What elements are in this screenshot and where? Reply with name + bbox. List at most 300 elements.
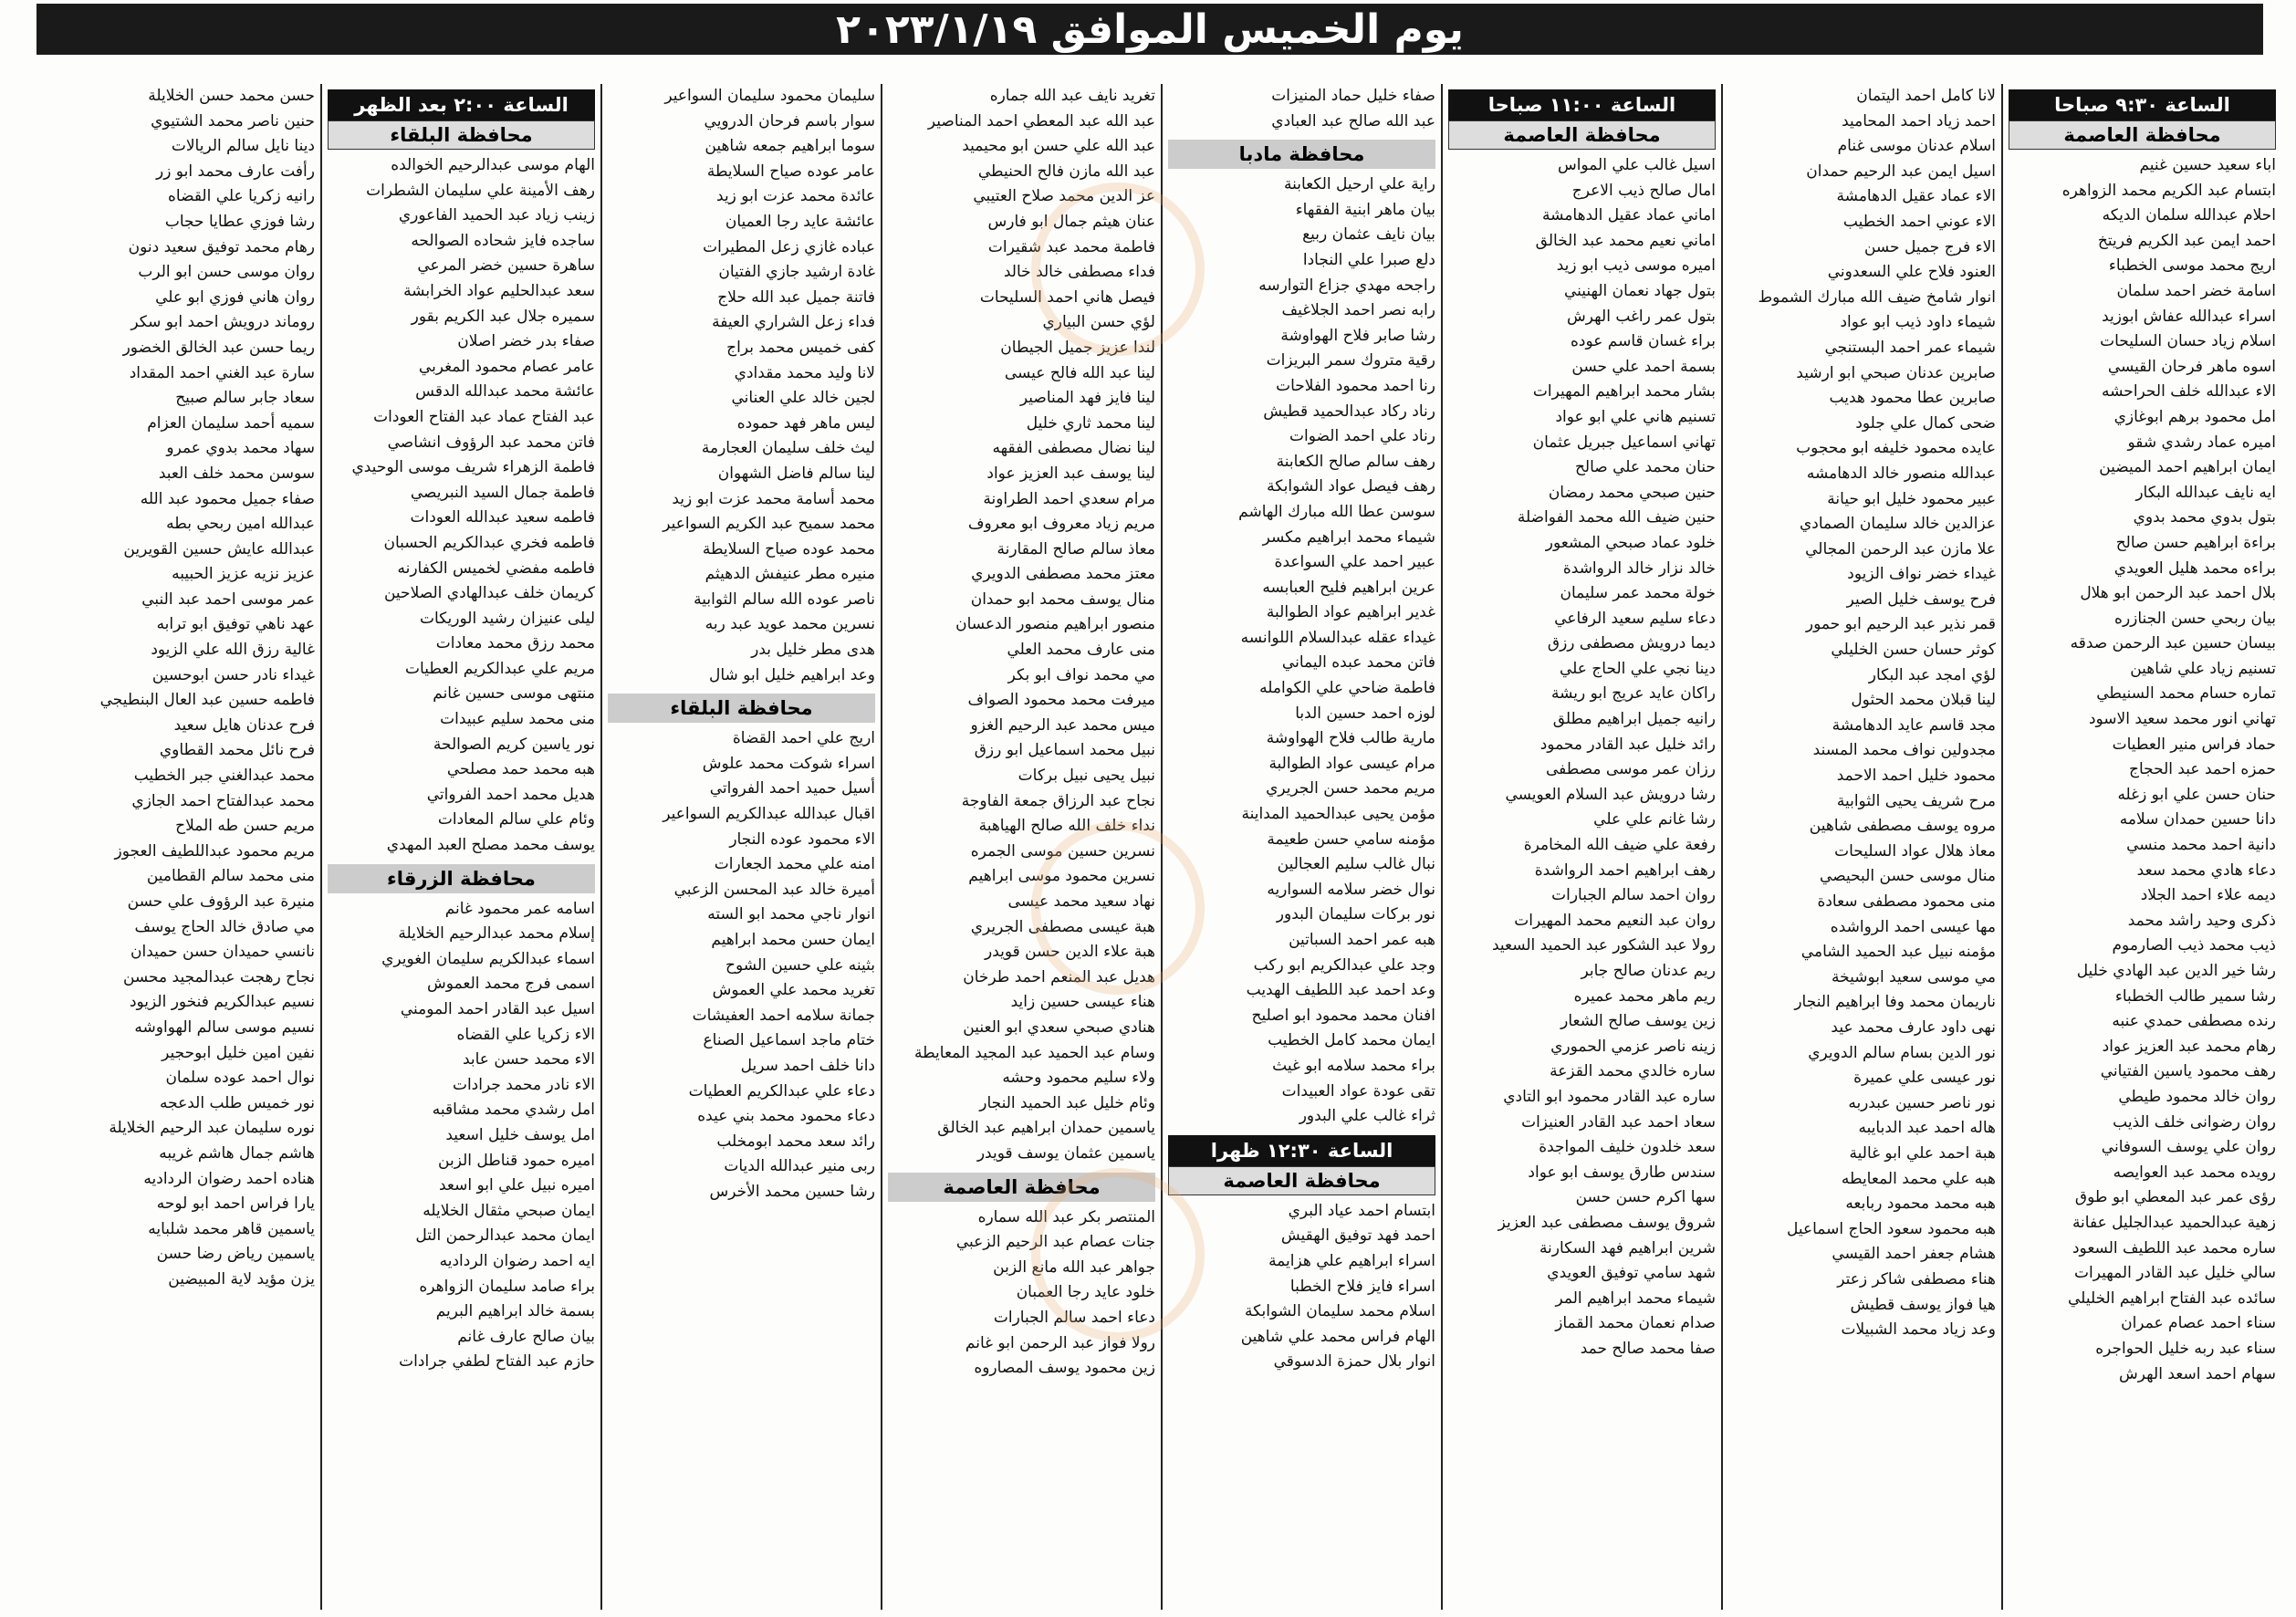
candidate-name: زهية عبدالحميد عبدالجليل عفانة	[2072, 1213, 2276, 1232]
candidate-name: ايه نايف عبدالله البكار	[2135, 483, 2276, 502]
candidate-name: محمد أسامة محمد عزت ابو زيد	[672, 489, 875, 508]
candidate-name: ابتسام احمد عياد البري	[1288, 1201, 1435, 1220]
candidate-name: اريج محمد موسى الخطباء	[2108, 256, 2276, 276]
candidate-name: افنان محمد محمود ابو اصليح	[1251, 1006, 1435, 1025]
candidate-name: بيان نايف عثمان ربيع	[1302, 225, 1435, 245]
candidate-name: نبال غالب سليم العجالين	[1277, 855, 1435, 874]
candidate-name: ايمان محمد عبدالرحمن التل	[415, 1226, 595, 1246]
candidate-name: ريما حسن عبد الخالق الخضور	[122, 338, 315, 357]
candidate-name: منى عارف محمد العلي	[1007, 641, 1155, 660]
candidate-name: عبد الله مازن فالح الحنيطي	[977, 162, 1155, 181]
candidate-name: نور بركات سليمان البدور	[1276, 905, 1435, 924]
candidate-name: ليث خلف سليمان العجارمة	[701, 439, 875, 458]
candidate-name: فيصل هاني احمد السليحات	[979, 287, 1155, 307]
candidate-name: رقية متروك سمر البريزات	[1266, 351, 1435, 370]
candidate-name: مها عيسى احمد الرواشده	[1830, 917, 1996, 936]
candidate-name: منى محمد سليم عبيدات	[440, 710, 595, 729]
candidate-name: عبير محمود خليل ابو حيانة	[1827, 489, 1996, 508]
candidate-name: محمد عوده صياح السلايطة	[702, 539, 875, 558]
candidate-name: ديما درويش مصطفى رزق	[1547, 634, 1716, 653]
candidate-name: تغريد نايف عبد الله جماره	[989, 87, 1155, 105]
candidate-name: بتول عمر راغب الهرش	[1567, 307, 1716, 326]
candidate-name: رشا سمير طالب الخطباء	[2114, 986, 2276, 1006]
candidate-name: سندس طارق يوسف ابو عواد	[1528, 1163, 1716, 1182]
candidate-name: بشار محمد ابراهيم المهيرات	[1532, 382, 1716, 402]
schedule-column	[40, 84, 320, 1610]
candidate-name: لينا عبد الله فالح عيسى	[1004, 363, 1155, 382]
candidate-name: ريم ماهر محمد عميره	[1573, 986, 1716, 1006]
candidate-name: ميرفت محمد محمود الصواف	[967, 691, 1155, 710]
candidate-name: لينا قبلان محمد الحثول	[1851, 691, 1996, 710]
candidate-name: غيداء عقله عبدالسلام اللوانسه	[1240, 628, 1435, 647]
candidate-name: عرين ابراهيم فليح العبابسه	[1262, 578, 1435, 597]
candidate-name: مجدولين نواف محمد المسند	[1812, 741, 1996, 760]
candidate-name: صابرين عدنان صبحي ابو ارشيد	[1796, 363, 1996, 382]
candidate-name: رهف محمود ياسين الفتياني	[2100, 1062, 2276, 1081]
candidate-name: فاطمه حسين عبد العال البنطيجي	[99, 691, 315, 710]
candidate-name: ساره محمد عبد اللطيف السعود	[2072, 1238, 2276, 1257]
candidate-name: اسلام عدنان موسى غنام	[1837, 137, 1996, 156]
candidate-name: امنه علي محمد الجعارات	[714, 855, 875, 874]
candidate-name: تهاني اسماعيل جبريل عثمان	[1532, 433, 1716, 452]
candidate-name: رشا غانم علي علي	[1593, 810, 1716, 829]
candidate-name: العنود فلاح علي السعدوني	[1827, 263, 1996, 282]
candidate-name: اميره حمود قناطل الزبن	[438, 1151, 595, 1170]
candidate-name: فاتنة جميل عبد الله حلاج	[717, 287, 875, 307]
candidate-name: سميره جلال عبد الكريم بقور	[411, 307, 595, 326]
candidate-name: شروق يوسف مصطفى عبد العزيز	[1498, 1213, 1716, 1232]
candidate-name: مروه يوسف مصطفى شاهين	[1809, 817, 1996, 836]
candidate-name: معاذ هلال عواد السليحات	[1834, 841, 1996, 861]
candidate-name: ايمان حسن محمد ابراهيم	[711, 931, 875, 949]
candidate-name: عبدالله منصور خالد الدهامشه	[1806, 464, 1996, 483]
candidate-name: لوزه احمد حسين الدبا	[1295, 704, 1435, 723]
candidate-name: سعاد احمد عبد القادر العنيزات	[1521, 1112, 1716, 1132]
candidate-name: غادة ارشيد جازي الفتيان	[718, 263, 875, 282]
candidate-name: لانا وليد محمد مقدادي	[734, 363, 875, 382]
candidate-name: كوثر حسان حسن الخليلي	[1831, 641, 1996, 660]
candidate-name: هبه محمد محمود ربابعه	[1845, 1194, 1996, 1214]
candidate-name: عز الدين محمد صلاح العتيبي	[973, 187, 1155, 206]
candidate-name: حنان محمد علي صالح	[1574, 458, 1716, 477]
candidate-name: الاء محمود عوده النجار	[729, 829, 875, 849]
candidate-name: هديل محمد احمد الفرواتي	[426, 785, 595, 804]
candidate-name: محمد رزق محمد معادات	[435, 634, 595, 653]
candidate-name: هبه عمر احمد السباتين	[1289, 931, 1435, 949]
candidate-name: مريم حسن طه الملاح	[175, 817, 315, 836]
candidate-name: كفى خميس محمد براج	[726, 338, 875, 357]
candidate-name: فاطمه فخري عبدالكريم الحسبان	[383, 533, 595, 552]
candidate-name: رهف الأمينة علي سليمان الشطرات	[366, 181, 595, 200]
candidate-name: مارية طالب فلاح الهواوشة	[1266, 729, 1435, 748]
candidate-name: اميره موسى ذيب ابو زيد	[1556, 256, 1716, 276]
candidate-name: رهف ابراهيم احمد الرواشدة	[1534, 861, 1716, 880]
candidate-name: نسرين محمد عويد عبد ربه	[704, 615, 875, 634]
candidate-name: هيا فواز يوسف قطيش	[1850, 1295, 1996, 1314]
candidate-name: رابه نصر احمد الجلاغيف	[1281, 301, 1435, 320]
candidate-name: نور ياسين كريم الصوالحة	[433, 735, 595, 754]
candidate-name: منتهى موسى حسين غانم	[433, 684, 595, 704]
candidate-name: صفاء بدر خضر اصلان	[457, 332, 595, 351]
candidate-name: عنان هيثم جمال ابو فارس	[987, 212, 1155, 231]
candidate-name: إسلام محمد عبدالرحيم الخلايلة	[398, 924, 595, 944]
candidate-name: زين محمود يوسف المصاروه	[974, 1359, 1155, 1378]
candidate-name: راجحه مهدي جزاع التوارسه	[1258, 276, 1435, 295]
candidate-name: اسوه ماهر فرحان القيسي	[2107, 357, 2276, 376]
candidate-name: اسيل غالب علي المواس	[1557, 156, 1716, 174]
candidate-name: سعد عبدالحليم عواد الخرابشة	[403, 281, 595, 300]
candidate-name: احمد زياد احمد المحاميد	[1842, 111, 1996, 130]
candidate-name: سناء احمد عصام عمران	[2121, 1314, 2276, 1333]
candidate-name: رهف فيصل عواد الشوابكة	[1267, 477, 1435, 496]
candidate-name: خولة محمد عمر سليمان	[1560, 584, 1716, 603]
candidate-name: انوار بلال حمزة الدسوقي	[1273, 1352, 1435, 1372]
candidate-name: شهد سامي توفيق العويدي	[1547, 1264, 1716, 1283]
candidate-name: شيماء محمد ابراهيم مكسر	[1262, 527, 1435, 547]
candidate-name: وئام علي سالم المعادات	[437, 810, 595, 829]
candidate-name: ضحى كمال علي جلود	[1855, 413, 1996, 433]
candidate-name: سوار باسم فرحان الدرويي	[704, 111, 875, 130]
governorate-section-header: محافظة العاصمة	[888, 1173, 1155, 1202]
candidate-name: دينا نجي علي الحاج علي	[1559, 659, 1716, 678]
candidate-name: وجد علي عبدالكريم ابو ركب	[1253, 955, 1435, 975]
candidate-name: روماند درويش احمد ابو سكر	[130, 313, 315, 332]
candidate-name: نوال احمد عوده سلمان	[165, 1069, 315, 1088]
candidate-name: زينه ناصر عزمي الحموري	[1550, 1037, 1716, 1056]
candidate-name: عمر موسى احمد عبد النبي	[141, 589, 315, 609]
candidate-name: ميس محمد عبد الرحيم الغزو	[970, 715, 1155, 735]
candidate-name: منال موسى حسن البحيصي	[1820, 867, 1996, 886]
candidate-name: حنان حسن علي ابو زغله	[2117, 785, 2276, 804]
candidate-name: نهاد سعيد محمد عيسى	[1007, 892, 1155, 911]
candidate-name: الهام فراس محمد علي شاهين	[1240, 1327, 1435, 1346]
candidate-name: أسيل حميد احمد الفرواتي	[709, 779, 875, 798]
candidate-name: روان خالد محمود طيطي	[2118, 1087, 2276, 1106]
candidate-name: مؤمن يحيى عبدالحميد المداينة	[1241, 805, 1435, 824]
candidate-name: مرام عيسى عواد الطوالبة	[1268, 754, 1435, 773]
candidate-name: بتول بدوي محمد بدوي	[2133, 508, 2276, 527]
candidate-name: دعاء احمد سالم الجبارات	[993, 1308, 1155, 1327]
candidate-name: عامر عصام محمود المغربي	[418, 357, 595, 376]
candidate-name: سهاد محمد بدوي عمرو	[166, 439, 315, 458]
candidate-name: اسامة خضر احمد سلمان	[2116, 281, 2276, 300]
candidate-name: سارة عبد الغني احمد المقداد	[129, 363, 315, 382]
candidate-name: حنين ضيف الله محمد الفواضلة	[1517, 508, 1716, 527]
candidate-name: دينا نايل سالم الريالات	[171, 137, 315, 156]
candidate-name: سوسن عطا الله مبارك الهاشم	[1238, 502, 1435, 521]
candidate-name: مريم علي عبدالكريم العطيات	[405, 659, 595, 678]
candidate-name: هبه علي محمد المعايطه	[1841, 1169, 1996, 1188]
candidate-name: ساهرة حسين خضر المرعي	[417, 256, 595, 276]
candidate-name: هاله احمد عبد الدبايبه	[1858, 1119, 1996, 1138]
candidate-name: روان رضوانى خلف الذيب	[2113, 1112, 2276, 1132]
governorate-section-header: محافظة الزرقاء	[328, 864, 595, 893]
candidate-name: هبه محمد حمد مصلحي	[446, 760, 595, 779]
candidate-name: مؤمنه نبيل عبد الحميد الشامي	[1800, 943, 1996, 962]
candidate-name: حازم عبد الفتاح لطفي جرادات	[399, 1352, 595, 1372]
candidate-name: عبد الله علي حسن ابو محيميد	[962, 137, 1155, 156]
candidate-name: هبه محمود سعود الحاج اسماعيل	[1786, 1219, 1996, 1238]
candidate-name: ياسمين حمدان ابراهيم عبد الخالق	[937, 1119, 1155, 1138]
candidate-name: مي صادق خالد الحاج يوسف	[134, 917, 315, 936]
candidate-name: بسمة خالد ابراهيم البريم	[435, 1302, 595, 1321]
candidate-name: ليلى عنيزان رشيد الوريكات	[419, 609, 595, 628]
candidate-name: يزن مؤيد لاية المبيضين	[168, 1269, 315, 1288]
candidate-name: ياسمين عثمان يوسف قويدر	[976, 1143, 1155, 1163]
candidate-name: رائد سعد محمد ابومخلب	[716, 1132, 875, 1151]
candidate-name: محمد عبدالغني جبر الخطيب	[133, 767, 315, 786]
candidate-name: بتول جهاد نعمان الهنيني	[1563, 281, 1716, 300]
candidate-name: اسيل عبد القادر احمد المومني	[400, 1000, 595, 1018]
candidate-name: عهد ناهي توفيق ابو ترابه	[156, 615, 315, 634]
candidate-name: هبة احمد علي ابو غالية	[1849, 1143, 1996, 1163]
candidate-name: ديمه علاء احمد الجلاد	[2140, 886, 2276, 905]
candidate-name: سالي خليل عبد القادر المهيرات	[2074, 1264, 2276, 1283]
session-time-header: الساعة ١١:٠٠ صباحا	[1448, 89, 1716, 120]
candidate-name: بيان ربحي حسن الجنازره	[2114, 609, 2276, 628]
candidate-name: ساره خالدي محمد القزعة	[1550, 1062, 1716, 1081]
candidate-name: اسلام زياد حسان السليحات	[2100, 332, 2276, 351]
candidate-name: خالد نزار خالد الرواشدة	[1562, 558, 1716, 578]
candidate-name: امل يوسف خليل اسعيد	[445, 1125, 595, 1144]
candidate-name: ايمان صبحي مثقال الخلايله	[423, 1201, 595, 1220]
candidate-name: امل رشدي محمد مشاقبه	[432, 1101, 595, 1120]
candidate-name: رفعة علي ضيف الله المخامرة	[1523, 836, 1716, 855]
candidate-name: لينا محمد ثاري خليل	[1026, 413, 1155, 433]
governorate-header: محافظة العاصمة	[1168, 1166, 1435, 1195]
candidate-name: فاطمة محمد عبد شقيرات	[987, 237, 1155, 256]
candidate-name: احمد ايمن عبد الكريم فريتخ	[2097, 231, 2276, 250]
candidate-name: لؤي امجد عبد البكار	[1868, 665, 1996, 684]
candidate-name: منيرة عبد الرؤوف علي حسن	[127, 892, 315, 911]
candidate-name: ساجده فايز شحاده الصوالحه	[411, 231, 595, 250]
candidate-name: تسنيم هاني علي ابو عواد	[1555, 407, 1716, 426]
candidate-name: ابتسام عبد الكريم محمد الزواهره	[2061, 181, 2276, 200]
candidate-name: لينا نضال مصطفى الفقهه	[992, 439, 1155, 458]
candidate-name: فاتن محمد عبد الرؤوف انشاصي	[387, 433, 595, 452]
candidate-name: لندا عزيز جميل الجيطان	[1000, 338, 1155, 357]
candidate-name: امال صالح ذيب الاعرج	[1571, 181, 1716, 200]
candidate-name: علا مازن عبد الرحمن المجالي	[1805, 539, 1996, 558]
candidate-name: الاء عبدالله خلف الحراحشه	[2102, 382, 2276, 402]
schedule-column	[881, 84, 1161, 1610]
candidate-name: منال يوسف محمد ابو حمدان	[970, 589, 1155, 609]
candidate-name: هناده احمد رضوان الرداديه	[143, 1169, 315, 1188]
candidate-name: ريم عدنان صالح جابر	[1581, 962, 1716, 980]
candidate-name: حمزه احمد عبد الحجاج	[2128, 760, 2276, 779]
candidate-name: سعد خلدون خليف المواجدة	[1539, 1138, 1716, 1157]
candidate-name: ولاء سليم محمود وحشه	[1002, 1069, 1155, 1088]
candidate-name: اسلام محمد سليمان الشوابكة	[1245, 1302, 1435, 1321]
candidate-name: انوار ناجي محمد ابو السته	[707, 905, 875, 924]
candidate-name: زين يوسف صالح الشعار	[1560, 1012, 1716, 1031]
candidate-name: ذكرى وحيد راشد محمد	[2127, 911, 2276, 930]
candidate-name: عائدة محمد عزت ابو زيد	[716, 187, 875, 206]
candidate-name: عبد الله عبد المعطي احمد المناصير	[927, 111, 1155, 130]
candidate-name: بلال احمد عبد الرحمن ابو هلال	[2080, 584, 2276, 603]
candidate-name: اميره نبيل علي ابو اسعد	[439, 1176, 595, 1195]
candidate-name: الاء عماد عقيل الدهامشة	[1836, 187, 1996, 206]
candidate-name: نبيل محمد اسماعيل ابو رزق	[974, 741, 1155, 760]
candidate-name: الاء زكريا علي القضاه	[456, 1025, 595, 1044]
candidate-name: عباده غازي زعل المطيرات	[703, 237, 875, 256]
candidate-name: مريم زياد معروف ابو معروف	[967, 515, 1155, 534]
candidate-name: رولا عبد الشكور عبد الحميد السعيد	[1491, 936, 1716, 955]
candidate-name: رهام محمد توفيق سعيد دنون	[128, 237, 315, 256]
candidate-name: دعاء علي عبدالكريم العطيات	[688, 1081, 875, 1101]
candidate-name: فاطمة ضاحي علي الكوامله	[1259, 679, 1435, 698]
candidate-name: ياسمين رياض رضا حسن	[156, 1245, 315, 1264]
candidate-name: جمانة سلامه احمد العفيشات	[692, 1006, 875, 1025]
candidate-name: اماني عماد عقيل الدهامشة	[1542, 206, 1716, 225]
candidate-name: غيداء نادر حسن ابوحسين	[151, 665, 315, 684]
candidate-name: شيماء محمد ابراهيم المر	[1555, 1288, 1716, 1308]
candidate-name: رائد خليل عبد القادر محمود	[1539, 735, 1716, 754]
candidate-name: امل محمود برهم ابوغازي	[2113, 407, 2276, 426]
candidate-name: هاشم جمال هاشم غريبه	[159, 1143, 315, 1163]
candidate-name: براءة ابراهيم حسن صالح	[2115, 533, 2276, 552]
candidate-name: دانية احمد محمد منسي	[2126, 836, 2276, 855]
candidate-name: نداء خلف الله صالح الهياهبة	[978, 817, 1155, 836]
governorate-section-header: محافظة البلقاء	[608, 694, 875, 723]
candidate-name: ليس ماهر فهد حموده	[736, 413, 875, 433]
candidate-name: معاذ سالم صالح المقارنة	[997, 539, 1155, 558]
candidate-name: رنا احمد محمود الفلاحات	[1276, 376, 1435, 395]
candidate-name: محمد سميح عبد الكريم السواعير	[663, 515, 875, 534]
candidate-name: نانسي حميدان حسن حميدان	[130, 943, 315, 962]
candidate-name: نور عيسى علي عميرة	[1853, 1069, 1996, 1088]
candidate-name: لينا سالم فاضل الشهوان	[717, 464, 875, 483]
candidate-name: رانيه زكريا علي القضاه	[168, 187, 315, 206]
candidate-name: احمد فهد توفيق الهقيش	[1280, 1226, 1435, 1246]
candidate-name: روان هاني فوزي ابو علي	[155, 287, 315, 307]
candidate-name: اسراء فايز فلاح الخطبا	[1289, 1277, 1435, 1296]
candidate-name: فداء زعل الشراري العيفة	[712, 313, 875, 332]
candidate-name: محمد عبدالفتاح احمد الجازي	[131, 791, 315, 810]
candidate-name: نور الدين بسام سالم الدويري	[1808, 1043, 1996, 1062]
candidate-name: نهى داود عارف محمد عيد	[1831, 1017, 1996, 1037]
candidate-name: يارا فراس احمد ابو لوحه	[156, 1194, 315, 1214]
candidate-name: ايمان ابراهيم احمد الميضين	[2099, 458, 2276, 477]
candidate-name: حنين صبحي محمد رمضان	[1548, 483, 1716, 502]
candidate-name: نسرين حسين موسى الجمره	[970, 841, 1155, 861]
candidate-name: انوار شامخ ضيف الله مبارك الشموط	[1758, 287, 1996, 307]
candidate-name: ناصر عوده الله سالم الثوابية	[694, 589, 875, 609]
candidate-name: اباء سعيد حسين غنيم	[2139, 156, 2276, 174]
session-time-header: الساعة ٩:٣٠ صباحا	[2009, 89, 2276, 120]
candidate-name: نجاح رهجت عبدالمجيد محسن	[122, 967, 315, 986]
candidate-name: هناء مصطفى شاكر زعتر	[1837, 1269, 1996, 1288]
candidate-name: محمود خليل احمد الاحمد	[1836, 767, 1996, 786]
candidate-name: اسيل ايمن عبد الرحيم حمدان	[1806, 162, 1996, 181]
candidate-name: رشا حسين محمد الأخرس	[709, 1182, 875, 1201]
candidate-name: غيداء خضر نواف الزيود	[1847, 565, 1996, 584]
candidate-name: دعاء سليم سعيد الرفاعي	[1554, 609, 1716, 628]
session-time-header: الساعة ١٢:٣٠ ظهرا	[1168, 1135, 1435, 1166]
candidate-name: مي موسى سعيد ابوشيخة	[1832, 967, 1996, 986]
candidate-name: رشا خير الدين عبد الهادي خليل	[2076, 962, 2276, 980]
candidate-name: هناء عيسى حسين زايد	[1010, 993, 1155, 1012]
candidate-name: هبة عيسى مصطفى الجريري	[970, 917, 1155, 936]
candidate-name: عايده محمود خليفه ابو محجوب	[1796, 439, 1996, 458]
candidate-name: مجد قاسم عايد الدهامشة	[1832, 715, 1996, 735]
candidate-name: بسمة احمد علي حسن	[1571, 357, 1716, 376]
governorate-header: محافظة البلقاء	[328, 120, 595, 150]
candidate-name: لانا كامل احمد اليتمان	[1856, 87, 1996, 105]
candidate-name: احلام عبدالله سلمان الديكه	[2102, 206, 2276, 225]
candidate-name: براءه محمد هليل العويدي	[2113, 558, 2276, 578]
governorate-section-header: محافظة مادبا	[1168, 140, 1435, 169]
candidate-name: صفا محمد صالح حمد	[1580, 1339, 1716, 1358]
candidate-name: دعاء هادي محمد سعد	[2136, 861, 2276, 880]
candidate-name: معتز محمد مصطفى الدويري	[971, 565, 1155, 584]
candidate-name: حنين ناصر محمد الشتيوي	[151, 111, 315, 130]
candidate-name: اميره عماد رشدي شقو	[2127, 433, 2276, 452]
candidate-name: سميه أحمد سليمان العزام	[147, 413, 315, 433]
candidate-name: وعد زياد محمد الشبيلات	[1841, 1320, 1996, 1340]
schedule-column	[1161, 84, 1441, 1610]
candidate-name: عبير احمد علي السواعدة	[1274, 553, 1435, 572]
candidate-name: دانا خلف احمد سريل	[740, 1056, 875, 1075]
candidate-name: يوسف محمد مصلح العبد المهدي	[386, 836, 595, 855]
candidate-name: اسراء عبدالله عفاش ابوزيد	[2102, 307, 2276, 326]
candidate-name: هبة علاء الدين حسن قويدر	[985, 943, 1155, 962]
candidate-name: نور خميس طلب الدعجه	[160, 1093, 315, 1112]
candidate-name: اسماء عبدالكريم سليمان الغويري	[381, 949, 595, 968]
candidate-name: ذيب محمد ذيب الصارموم	[2112, 936, 2276, 955]
candidate-name: رولا فواز عبد الرحمن ابو غانم	[965, 1333, 1155, 1352]
candidate-name: رشا فوزي عطايا حجاب	[164, 212, 315, 231]
candidate-name: دلع صبرا علي النجادا	[1302, 250, 1435, 269]
schedule-columns	[7, 84, 2281, 1610]
candidate-name: نبيل يحيى نبيل بركات	[1018, 767, 1155, 786]
candidate-name: عامر عوده صياح السلايطة	[706, 162, 875, 181]
candidate-name: منيره مطر عنيفش الدهيثم	[704, 565, 875, 584]
candidate-name: سها اكرم حسن حسن	[1575, 1188, 1716, 1207]
candidate-name: سليمان محمود سليمان السواعير	[664, 87, 875, 105]
candidate-name: صدام نعمان محمد القماز	[1555, 1314, 1716, 1333]
candidate-name: دعاء محمود محمد بني عيده	[697, 1107, 875, 1126]
candidate-name: بيان صالح عارف غانم	[457, 1327, 595, 1346]
session-time-header: الساعة ٢:٠٠ بعد الظهر	[328, 89, 595, 120]
candidate-name: سعاد جابر سالم صبيح	[175, 389, 315, 408]
candidate-name: دانا حسين حمدان سلامه	[2119, 810, 2276, 829]
candidate-name: عزيز نزيه عزيز الحبيبه	[172, 565, 315, 584]
candidate-name: الاء عوني احمد الخطيب	[1842, 212, 1996, 231]
candidate-name: خلود عماد صبحي المشعور	[1545, 533, 1716, 552]
candidate-name: فاطمة الزهراء شريف موسى الوحيدي	[351, 458, 595, 477]
candidate-name: رنده مصطفى حمدي عنبه	[2112, 1012, 2276, 1031]
candidate-name: قمر نذير عبد الرحيم ابو حمور	[1805, 615, 1996, 634]
candidate-name: تماره حسام محمد السنيطي	[2096, 684, 2276, 704]
candidate-name: وسام عبد الحميد عبد المجيد المعايطة	[914, 1043, 1155, 1062]
candidate-name: نفين امين خليل ابوحجير	[162, 1043, 315, 1062]
candidate-name: براء صامد سليمان الزواهره	[419, 1277, 595, 1296]
candidate-name: لؤي حسن البياري	[1042, 313, 1155, 332]
candidate-name: منى محمد سالم القطامين	[146, 867, 315, 886]
candidate-name: مرام سعدي احمد الطراونة	[983, 489, 1155, 508]
candidate-name: رهف سالم صالح الكعابنة	[1276, 452, 1435, 471]
candidate-name: ربى منير عبدالله الديات	[724, 1157, 875, 1176]
candidate-name: لينا فايز فهد المناصير	[1019, 389, 1155, 408]
candidate-name: سوسن محمد خلف العبد	[158, 464, 315, 483]
governorate-header: محافظة العاصمة	[2009, 120, 2276, 150]
schedule-column	[320, 84, 600, 1610]
candidate-name: نسيم عبدالكريم فنخور الزيود	[129, 993, 315, 1012]
candidate-name: وعد ابراهيم خليل ابو شال	[708, 665, 875, 684]
candidate-name: اسراء شوكت محمد علوش	[702, 754, 875, 773]
candidate-name: عبدالله عايش حسين القويرين	[123, 539, 315, 558]
